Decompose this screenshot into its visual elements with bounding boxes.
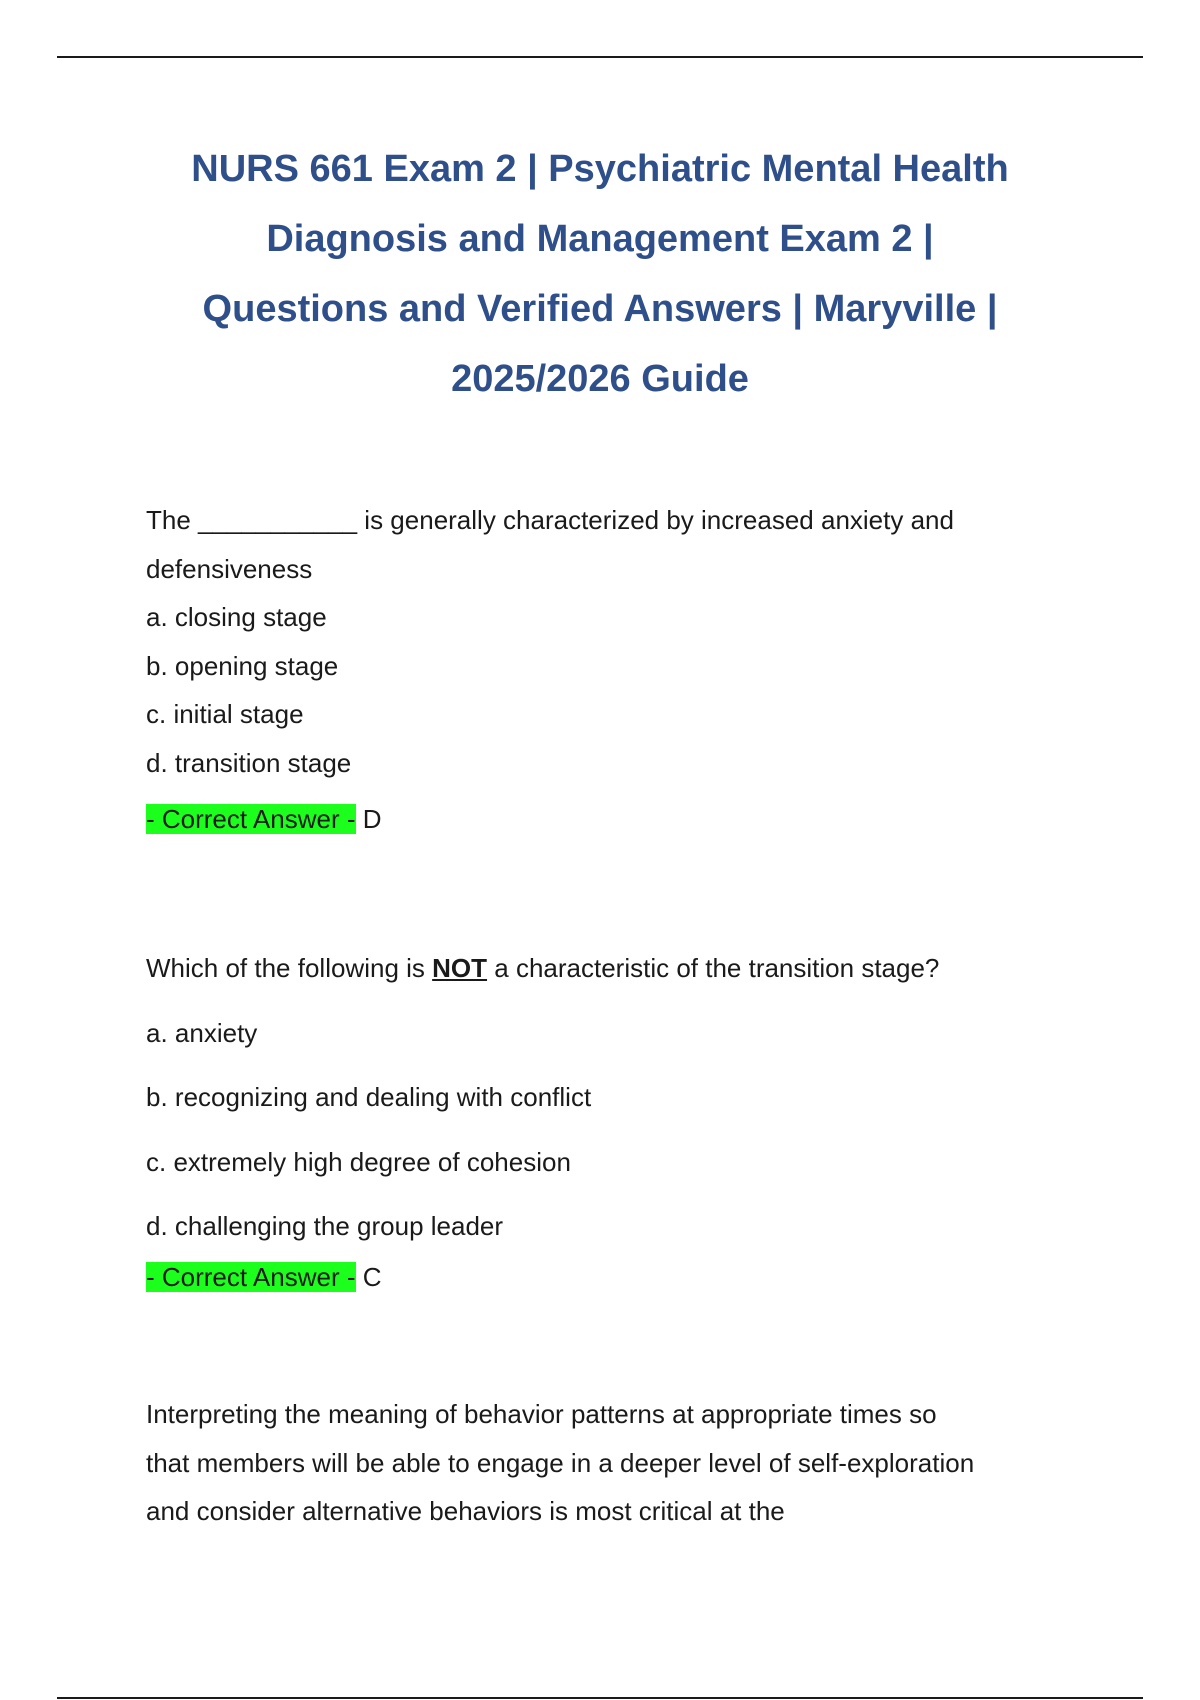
question-2-emphasis: NOT: [432, 953, 488, 983]
correct-answer-value: D: [362, 804, 382, 834]
question-1-answer: [146, 801, 1066, 837]
question-1-option-a: a. closing stage: [146, 602, 327, 632]
question-2-stem: [146, 936, 1066, 1001]
question-2-option-a: a. anxiety: [146, 1017, 258, 1048]
question-2-option-c: c. extremely high degree of cohesion: [146, 1146, 571, 1177]
question-3: [146, 1390, 1066, 1536]
question-3-stem-line-1: Interpreting the meaning of behavior patterns at appropriate times so: [146, 1399, 937, 1429]
title-line-2: Diagnosis and Management Exam 2 |: [266, 218, 934, 260]
question-2-stem-prefix: Which of the following is: [146, 953, 433, 983]
correct-answer-label: - Correct Answer -: [146, 1261, 356, 1292]
question-2-option-b: b. recognizing and dealing with conflict: [146, 1082, 592, 1112]
question-3-stem-line-3: and consider alternative behaviors is most critical at the: [146, 1496, 785, 1526]
header-rule: [57, 56, 1143, 58]
correct-answer-value: C: [362, 1261, 382, 1292]
question-1-stem-line-2: defensiveness: [146, 553, 313, 584]
title-line-4: 2025/2026 Guide: [451, 358, 749, 400]
question-2-answer: [146, 1259, 1066, 1295]
footer-rule: [57, 1697, 1143, 1699]
question-1-option-c: c. initial stage: [146, 699, 304, 729]
correct-answer-label: - Correct Answer -: [146, 804, 356, 834]
question-2: [146, 936, 1066, 1295]
document-title: [100, 134, 1100, 414]
question-1-option-b: b. opening stage: [146, 650, 339, 681]
question-2-stem-suffix: a characteristic of the transition stage?: [487, 953, 940, 983]
question-1-option-d: d. transition stage: [146, 747, 352, 778]
title-line-1: NURS 661 Exam 2 | Psychiatric Mental Health: [191, 148, 1009, 190]
title-line-3: Questions and Verified Answers | Maryville |: [202, 288, 998, 330]
question-3-stem-line-2: that members will be able to engage in a deeper level of self-exploration: [146, 1447, 975, 1478]
question-1-stem-line-1: The ___________ is generally characterized by increased anxiety and: [146, 505, 954, 535]
question-1: [146, 496, 1066, 837]
question-2-option-d: d. challenging the group leader: [146, 1211, 504, 1241]
